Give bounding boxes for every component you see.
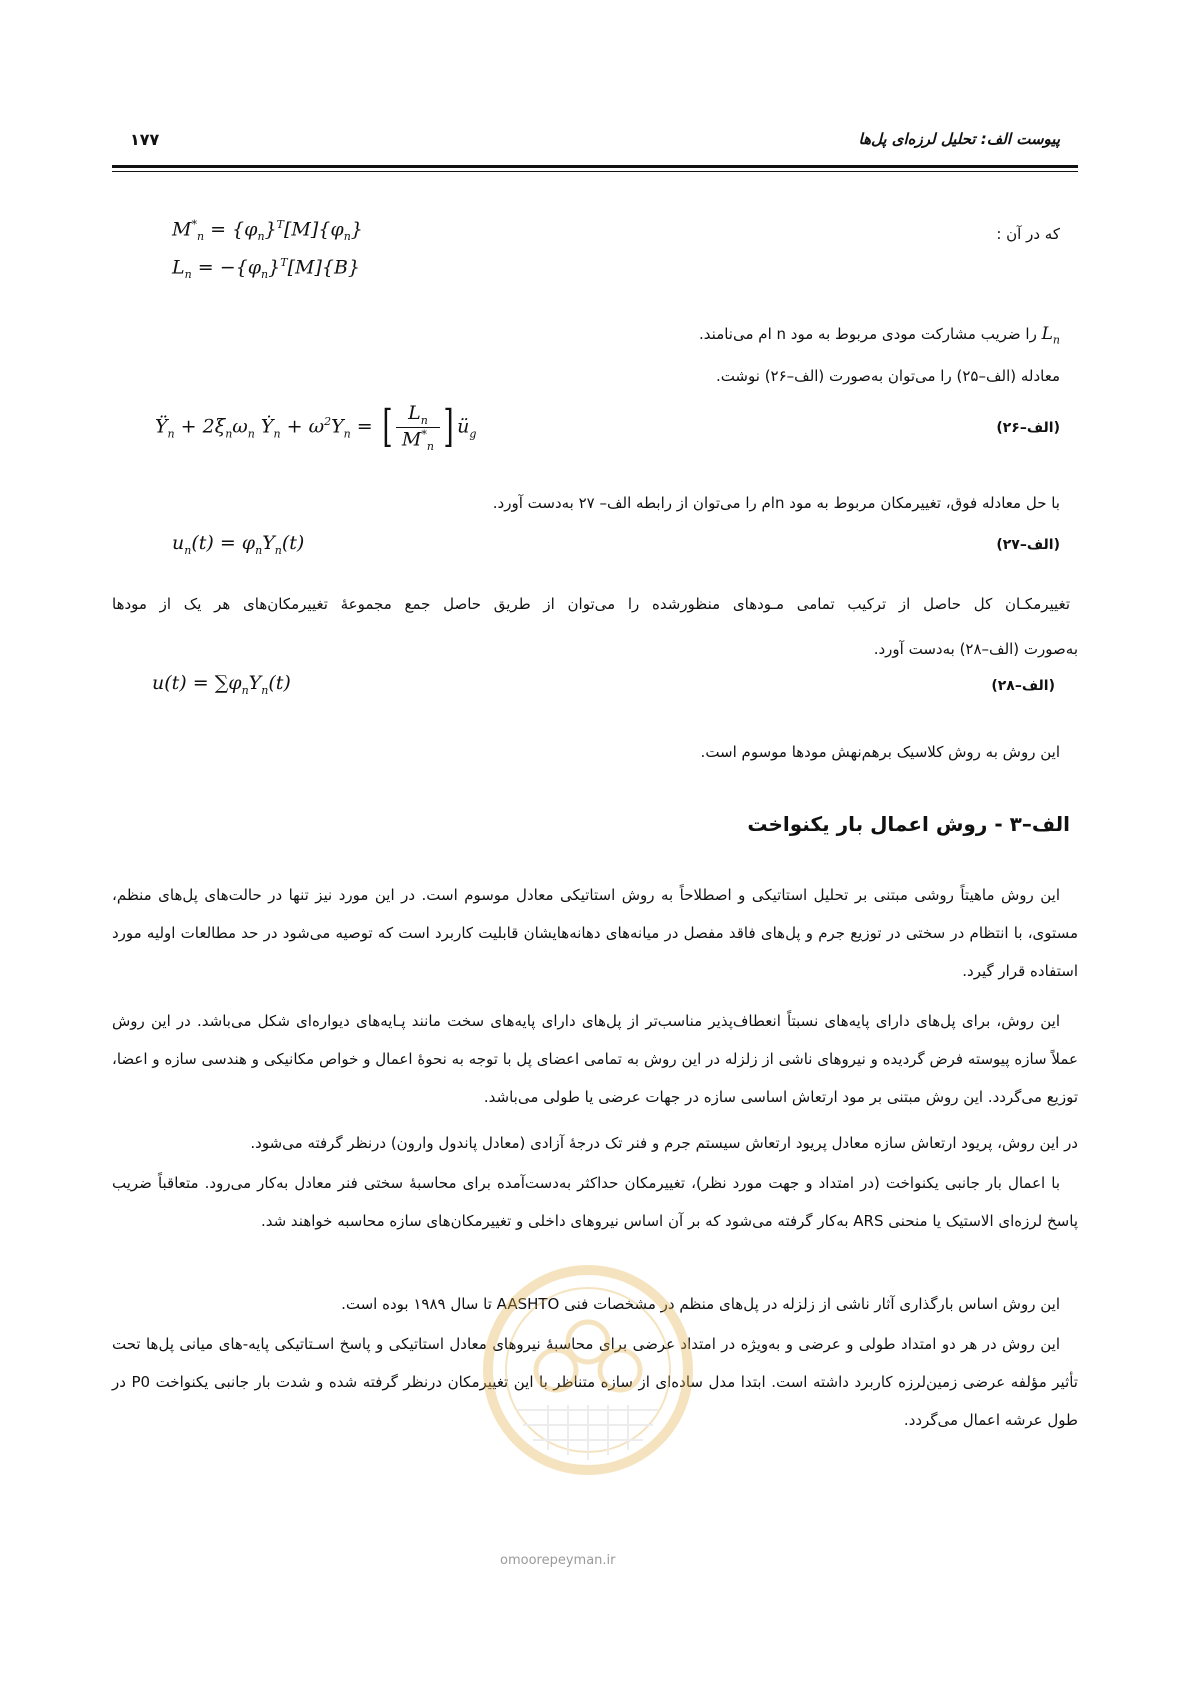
ln-definition: [699, 324, 1060, 350]
total-disp-line-1: تغییرمکـان کل حاصل از ترکیب تمامی مـودهای منظورشده را می‌توان از طریق حاصل جمع مجموعهٔ تغییرمکان‌های هر یک از مودها: [112, 595, 1070, 613]
classic-method-text: این روش به روش کلاسیک برهم‌نهش مودها موسوم است.: [700, 743, 1060, 761]
equation-27: $u_n(t) = \varphi_nY_n(t)$: [172, 532, 305, 557]
paragraph-6: این روش در هر دو امتداد طولی و عرضی و به‌ویژه در امتداد عرضی برای محاسبهٔ نیروهای معادل استاتیکی و پاسخ اسـتاتیکی پایه-های میانی پل‌ها تحت تأثیر مؤلفه عرضی زمین‌لرزه کاربرد داشته است. ابتدا مدل ساده‌ای از سازه متناظر با این تغییرمکان درنظر گرفته شده و شدت بار جانبی یکنواخت P0 در طول عرشه اعمال می‌گردد.: [112, 1335, 1078, 1429]
equation-ln: $L_n = -\{\varphi_n\}^T[M]\{B\}$: [172, 256, 360, 282]
paragraph-2: این روش، برای پل‌های دارای پایه‌های نسبتاً انعطاف‌پذیر مناسب‌تر از پل‌های دارای پایه‌های سخت مانند پـایه‌های دیواره‌ای شکل می‌باشد. در این روش عملاً سازه پیوسته فرض گردیده و نیروهای ناشی از زلزله در این روش به تمامی اعضای پل با توجه به نحوهٔ اعمال و خواص مکانیکی و هندسی سازه و اعضا، توزیع می‌گردد. این روش مبتنی بر مود ارتعاش اساسی سازه در جهات عرضی یا طولی می‌باشد.: [112, 1012, 1078, 1106]
section-heading: الف–۳ - روش اعمال بار یکنواخت: [747, 812, 1070, 836]
running-header-title: پیوست الف: تحلیل لرزه‌ای پل‌ها: [858, 130, 1060, 148]
equation-27-label: (الف–۲۷): [996, 537, 1060, 553]
equation-28: $u(t) = \sum\varphi_nY_n(t)$: [152, 672, 291, 697]
header-rule-thin: [112, 171, 1078, 172]
paragraph-5: این روش اساس بارگذاری آثار ناشی از زلزله در پل‌های منظم در مشخصات فنی AASHTO تا سال ۱۹۸۹ بوده است.: [341, 1295, 1060, 1313]
equation-26-label: (الف–۲۶): [996, 420, 1060, 436]
ln-definition-text: را ضریب مشارکت مودی مربوط به مود n ام می‌نامند.: [699, 325, 1037, 343]
header-rule-thick: [112, 165, 1078, 168]
eq25-to-26-text: معادله (الف–۲۵) را می‌توان به‌صورت (الف–۲۶) نوشت.: [715, 367, 1060, 385]
paragraph-1: این روش ماهیتاً روشی مبتنی بر تحلیل استاتیکی و اصطلاحاً به روش استاتیکی معادل موسوم است. در این مورد نیز تنها در حالت‌های پل‌های منظم، مستوی، با انتظام در سختی در توزیع جرم و پل‌های فاقد مفصل در میانه‌های دهانه‌هایشان قابلیت کاربرد است که توصیه می‌شود در حد مطالعات اولیه مورد استفاده قرار گیرد.: [112, 886, 1078, 980]
total-disp-line-2: به‌صورت (الف–۲۸) به‌دست آورد.: [873, 640, 1078, 658]
equation-26: $Ÿ_n + 2\xi_n\omega_n$ Ẏ$_n$ + $\omega^2Y_n$ = [ $\frac{L_n}{M^*_n}$ ] $ü_g$: [155, 401, 477, 453]
equation-mstar: $M^*_n = \{\varphi_n\}^T[M]\{\varphi_n\}$: [172, 218, 363, 244]
watermark-text: omoorepeyman.ir: [500, 1553, 616, 1568]
paragraph-4: با اعمال بار جانبی یکنواخت (در امتداد و جهت مورد نظر)، تغییرمکان حداکثر به‌دست‌آمده برای محاسبهٔ سختی فنر معادل به‌کار می‌رود. متعاقباً ضریب پاسخ لرزه‌ای الاستیک یا منحنی ARS به‌کار گرفته می‌شود که بر آن اساس نیروهای داخلی و تغییرمکان‌های سازه محاسبه خواهند شد.: [112, 1174, 1078, 1230]
ln-symbol: $L_n$: [1041, 324, 1060, 347]
where-label: که در آن :: [996, 225, 1060, 243]
page-number: ۱۷۷: [130, 130, 160, 149]
watermark-logo: [478, 1260, 698, 1500]
solve-text: با حل معادله فوق، تغییرمکان مربوط به مود nام را می‌توان از رابطه الف– ۲۷ به‌دست آورد.: [492, 494, 1060, 512]
paragraph-3: در این روش، پریود ارتعاش سازه معادل پریود ارتعاش سیستم جرم و فنر تک درجهٔ آزادی (معادل پاندول وارون) درنظر گرفته می‌شود.: [250, 1134, 1078, 1152]
equation-28-label: (الف–۲۸): [991, 678, 1055, 694]
